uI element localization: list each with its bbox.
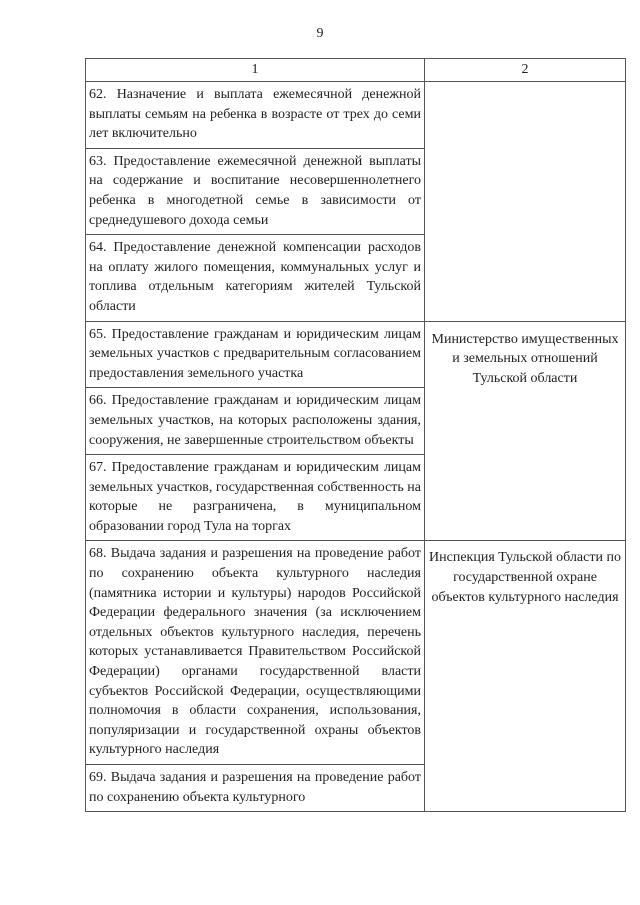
service-cell-68 — [86, 541, 425, 765]
service-text-62: 62. Назначение и выплата ежемесячной денежной выплаты семьям на ребенка в возрасте от трех до семи лет включительно — [89, 87, 421, 142]
org-text-ministry: Министерство имущественных и земельных отношений Тульской области — [431, 331, 619, 386]
table-header-row — [86, 59, 626, 82]
service-text-67: 67. Предоставление гражданам и юридическим лицам земельных участков, государственная собственность на которые не разграничена, в муниципальном образовании город Тула на торгах — [89, 460, 421, 534]
org-cell-empty — [425, 82, 626, 322]
service-cell-62 — [86, 82, 425, 149]
service-cell-69 — [86, 765, 425, 812]
service-text-63: 63. Предоставление ежемесячной денежной выплаты на содержание и воспитание несовершеннолетнего ребенка в многодетной семье в зависимости от среднедушевого дохода семьи — [89, 153, 421, 228]
table-row — [86, 541, 626, 765]
service-text-69: 69. Выдача задания и разрешения на проведение работ по сохранению объекта культурного — [89, 770, 421, 805]
table-row — [86, 82, 626, 149]
services-table — [85, 58, 626, 812]
page-number: 9 — [316, 26, 324, 41]
table-row — [86, 321, 626, 388]
service-cell-65 — [86, 321, 425, 388]
org-cell-inspection — [425, 541, 626, 812]
service-text-65: 65. Предоставление гражданам и юридическим лицам земельных участков с предварительным согласованием предоставления земельного участка — [89, 326, 421, 381]
org-cell-ministry — [425, 321, 626, 541]
service-cell-63 — [86, 148, 425, 234]
column-header-1: 1 — [86, 59, 425, 82]
service-text-66: 66. Предоставление гражданам и юридическим лицам земельных участков, на которых расположены здания, сооружения, не завершенные строительством объекты — [89, 393, 421, 448]
service-text-68: 68. Выдача задания и разрешения на проведение работ по сохранению объекта культурного наследия (памятника истории и культуры) народов Российской Федерации федерального значения (за исключением отдельных объектов культурного наследия, перечень которых устанавливается Правительством Российской Федерации) органами государственной власти субъектов Российской Федерации, осуществляющими полномочия в области сохранения, использования, популяризации и государственной охраны объектов культурного наследия — [89, 546, 421, 758]
org-text-inspection: Инспекция Тульской области по государственной охране объектов культурного наследия — [429, 550, 621, 605]
service-cell-67 — [86, 455, 425, 541]
column-header-2: 2 — [425, 59, 626, 82]
service-text-64: 64. Предоставление денежной компенсации расходов на оплату жилого помещения, коммунальных услуг и топлива отдельным категориям жителей Тульской области — [89, 240, 421, 314]
service-cell-64 — [86, 235, 425, 321]
service-cell-66 — [86, 388, 425, 455]
